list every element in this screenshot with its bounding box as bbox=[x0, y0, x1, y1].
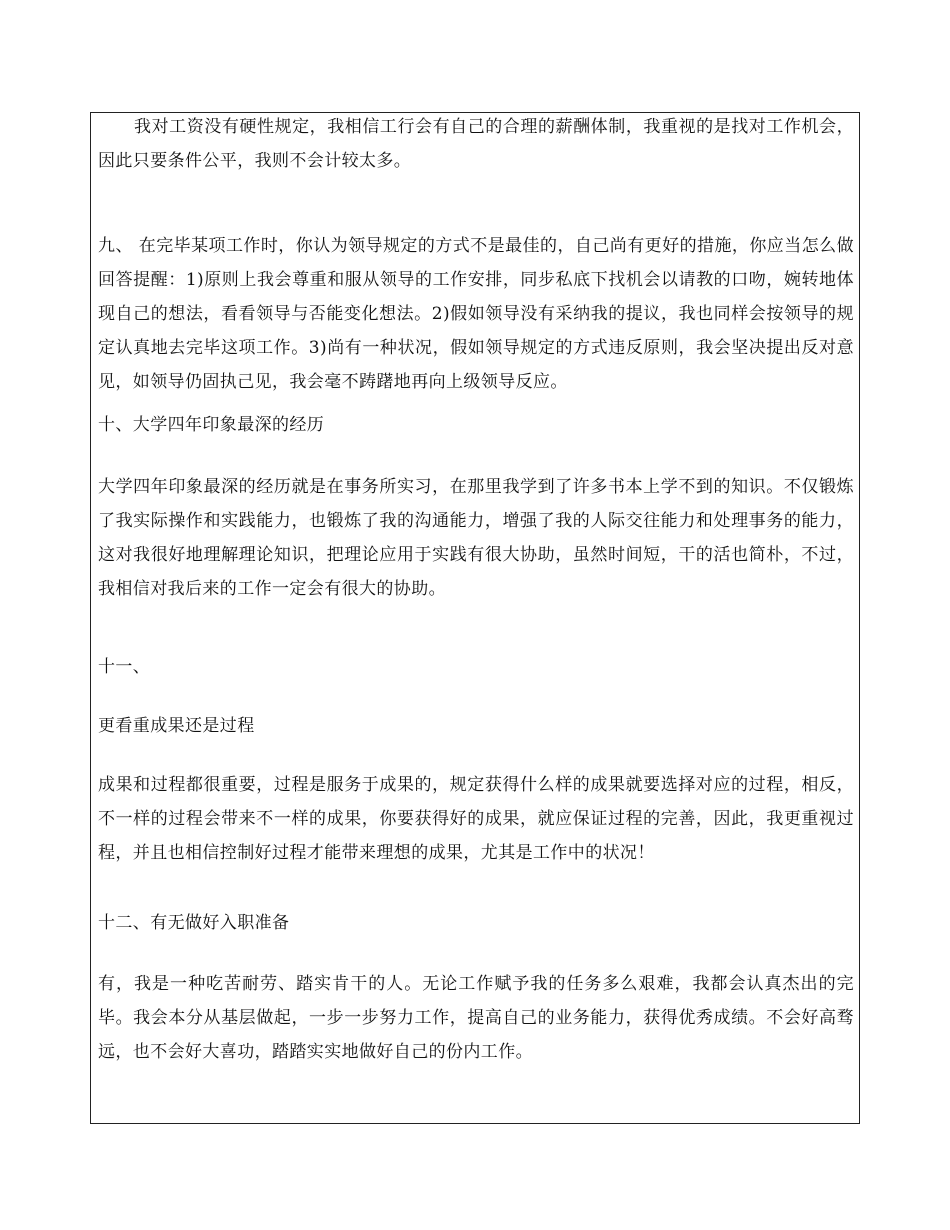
salary-answer-paragraph: 我对工资没有硬性规定，我相信工行会有自己的合理的薪酬体制，我重视的是找对工作机会，因此只要条件公平，我则不会计较太多。 bbox=[98, 117, 854, 171]
question-11-heading: 更看重成果还是过程 bbox=[98, 716, 255, 736]
question-11-answer: 成果和过程都很重要，过程是服务于成果的，规定获得什么样的成果就要选择对应的过程，相反，不一样的过程会带来不一样的成果，你要获得好的成果，就应保证过程的完善，因此，我更重视过程，并且也相信控制好过程才能带来理想的成果，尤其是工作中的状况！ bbox=[98, 775, 854, 863]
question-11-number: 十一、 bbox=[98, 657, 151, 677]
question-9-paragraph: 九、 在完毕某项工作时，你认为领导规定的方式不是最佳的，自己尚有更好的措施，你应当怎么做回答提醒：1)原则上我会尊重和服从领导的工作安排，同步私底下找机会以请教的口吻，婉转地体现自己的想法，看看领导与否能变化想法。2)假如领导没有采纳我的提议，我也同样会按领导的规定认真地去完毕这项工作。3)尚有一种状况，假如领导规定的方式违反原则，我会坚决提出反对意见，如领导仍固执己见，我会毫不踌躇地再向上级领导反应。 bbox=[98, 236, 854, 392]
question-12-answer: 有，我是一种吃苦耐劳、踏实肯干的人。无论工作赋予我的任务多么艰难，我都会认真杰出的完毕。我会本分从基层做起，一步一步努力工作，提高自己的业务能力，获得优秀成绩。不会好高骛远，也不会好大喜功，踏踏实实地做好自己的份内工作。 bbox=[98, 974, 854, 1062]
question-10-answer: 大学四年印象最深的经历就是在事务所实习，在那里我学到了许多书本上学不到的知识。不仅锻炼了我实际操作和实践能力，也锻炼了我的沟通能力，增强了我的人际交往能力和处理事务的能力，这对我很好地理解理论知识，把理论应用于实践有很大协助，虽然时间短，干的活也简朴，不过，我相信对我后来的工作一定会有很大的协助。 bbox=[98, 477, 854, 599]
question-12-heading: 十二、有无做好入职准备 bbox=[98, 913, 290, 933]
question-10-heading: 十、大学四年印象最深的经历 bbox=[98, 415, 325, 435]
